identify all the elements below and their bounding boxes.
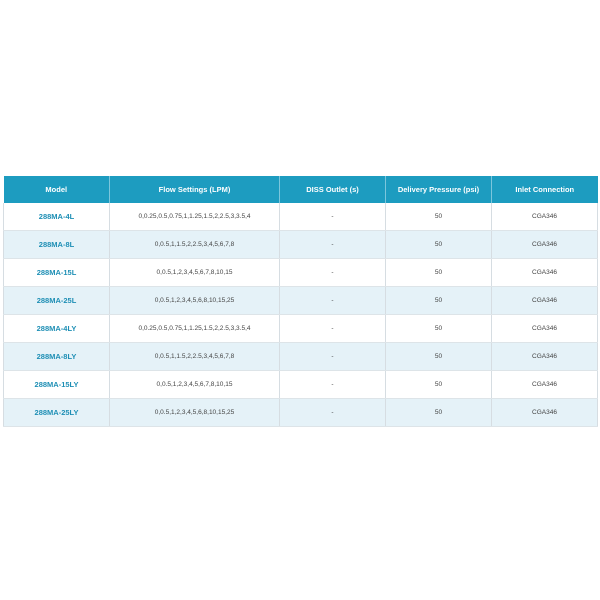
flow-settings-cell: 0,0.25,0.5,0.75,1,1.25,1.5,2,2.5,3,3.5,4 (110, 203, 280, 231)
table-header (4, 176, 598, 203)
diss-outlet-cell: - (280, 315, 386, 343)
table-body (4, 203, 598, 427)
delivery-pressure-cell: 50 (386, 231, 492, 259)
header-diss-outlet: DISS Outlet (s) (280, 176, 386, 203)
diss-outlet-cell: - (280, 399, 386, 427)
flow-settings-cell: 0,0.5,1,1.5,2,2.5,3,4,5,6,7,8 (110, 343, 280, 371)
delivery-pressure-cell: 50 (386, 315, 492, 343)
inlet-connection-cell: CGA346 (492, 399, 598, 427)
table-row (4, 287, 598, 315)
header-flow-settings: Flow Settings (LPM) (110, 176, 280, 203)
inlet-connection-cell: CGA346 (492, 315, 598, 343)
table-row (4, 399, 598, 427)
flow-settings-cell: 0,0.5,1,2,3,4,5,6,7,8,10,15 (110, 259, 280, 287)
inlet-connection-cell: CGA346 (492, 203, 598, 231)
delivery-pressure-cell: 50 (386, 259, 492, 287)
table-row (4, 371, 598, 399)
delivery-pressure-cell: 50 (386, 371, 492, 399)
diss-outlet-cell: - (280, 343, 386, 371)
model-link[interactable]: 288MA-25L (4, 287, 110, 315)
model-link[interactable]: 288MA-15L (4, 259, 110, 287)
delivery-pressure-cell: 50 (386, 203, 492, 231)
flow-settings-cell: 0,0.5,1,2,3,4,5,6,8,10,15,25 (110, 399, 280, 427)
header-delivery-pressure: Delivery Pressure (psi) (386, 176, 492, 203)
table-row (4, 343, 598, 371)
spec-table (3, 176, 598, 427)
header-model: Model (4, 176, 110, 203)
diss-outlet-cell: - (280, 371, 386, 399)
inlet-connection-cell: CGA346 (492, 343, 598, 371)
inlet-connection-cell: CGA346 (492, 231, 598, 259)
table-row (4, 315, 598, 343)
diss-outlet-cell: - (280, 287, 386, 315)
model-link[interactable]: 288MA-8LY (4, 343, 110, 371)
diss-outlet-cell: - (280, 203, 386, 231)
table-row (4, 259, 598, 287)
header-inlet-connection: Inlet Connection (492, 176, 598, 203)
flow-settings-cell: 0,0.25,0.5,0.75,1,1.25,1.5,2,2.5,3,3.5,4 (110, 315, 280, 343)
flow-settings-cell: 0,0.5,1,2,3,4,5,6,8,10,15,25 (110, 287, 280, 315)
table-row (4, 231, 598, 259)
inlet-connection-cell: CGA346 (492, 287, 598, 315)
diss-outlet-cell: - (280, 259, 386, 287)
inlet-connection-cell: CGA346 (492, 371, 598, 399)
model-link[interactable]: 288MA-4L (4, 203, 110, 231)
model-link[interactable]: 288MA-4LY (4, 315, 110, 343)
model-link[interactable]: 288MA-15LY (4, 371, 110, 399)
model-link[interactable]: 288MA-25LY (4, 399, 110, 427)
delivery-pressure-cell: 50 (386, 399, 492, 427)
table-row (4, 203, 598, 231)
spec-table-container (3, 176, 597, 427)
delivery-pressure-cell: 50 (386, 287, 492, 315)
delivery-pressure-cell: 50 (386, 343, 492, 371)
inlet-connection-cell: CGA346 (492, 259, 598, 287)
header-row (4, 176, 598, 203)
flow-settings-cell: 0,0.5,1,2,3,4,5,6,7,8,10,15 (110, 371, 280, 399)
flow-settings-cell: 0,0.5,1,1.5,2,2.5,3,4,5,6,7,8 (110, 231, 280, 259)
model-link[interactable]: 288MA-8L (4, 231, 110, 259)
diss-outlet-cell: - (280, 231, 386, 259)
